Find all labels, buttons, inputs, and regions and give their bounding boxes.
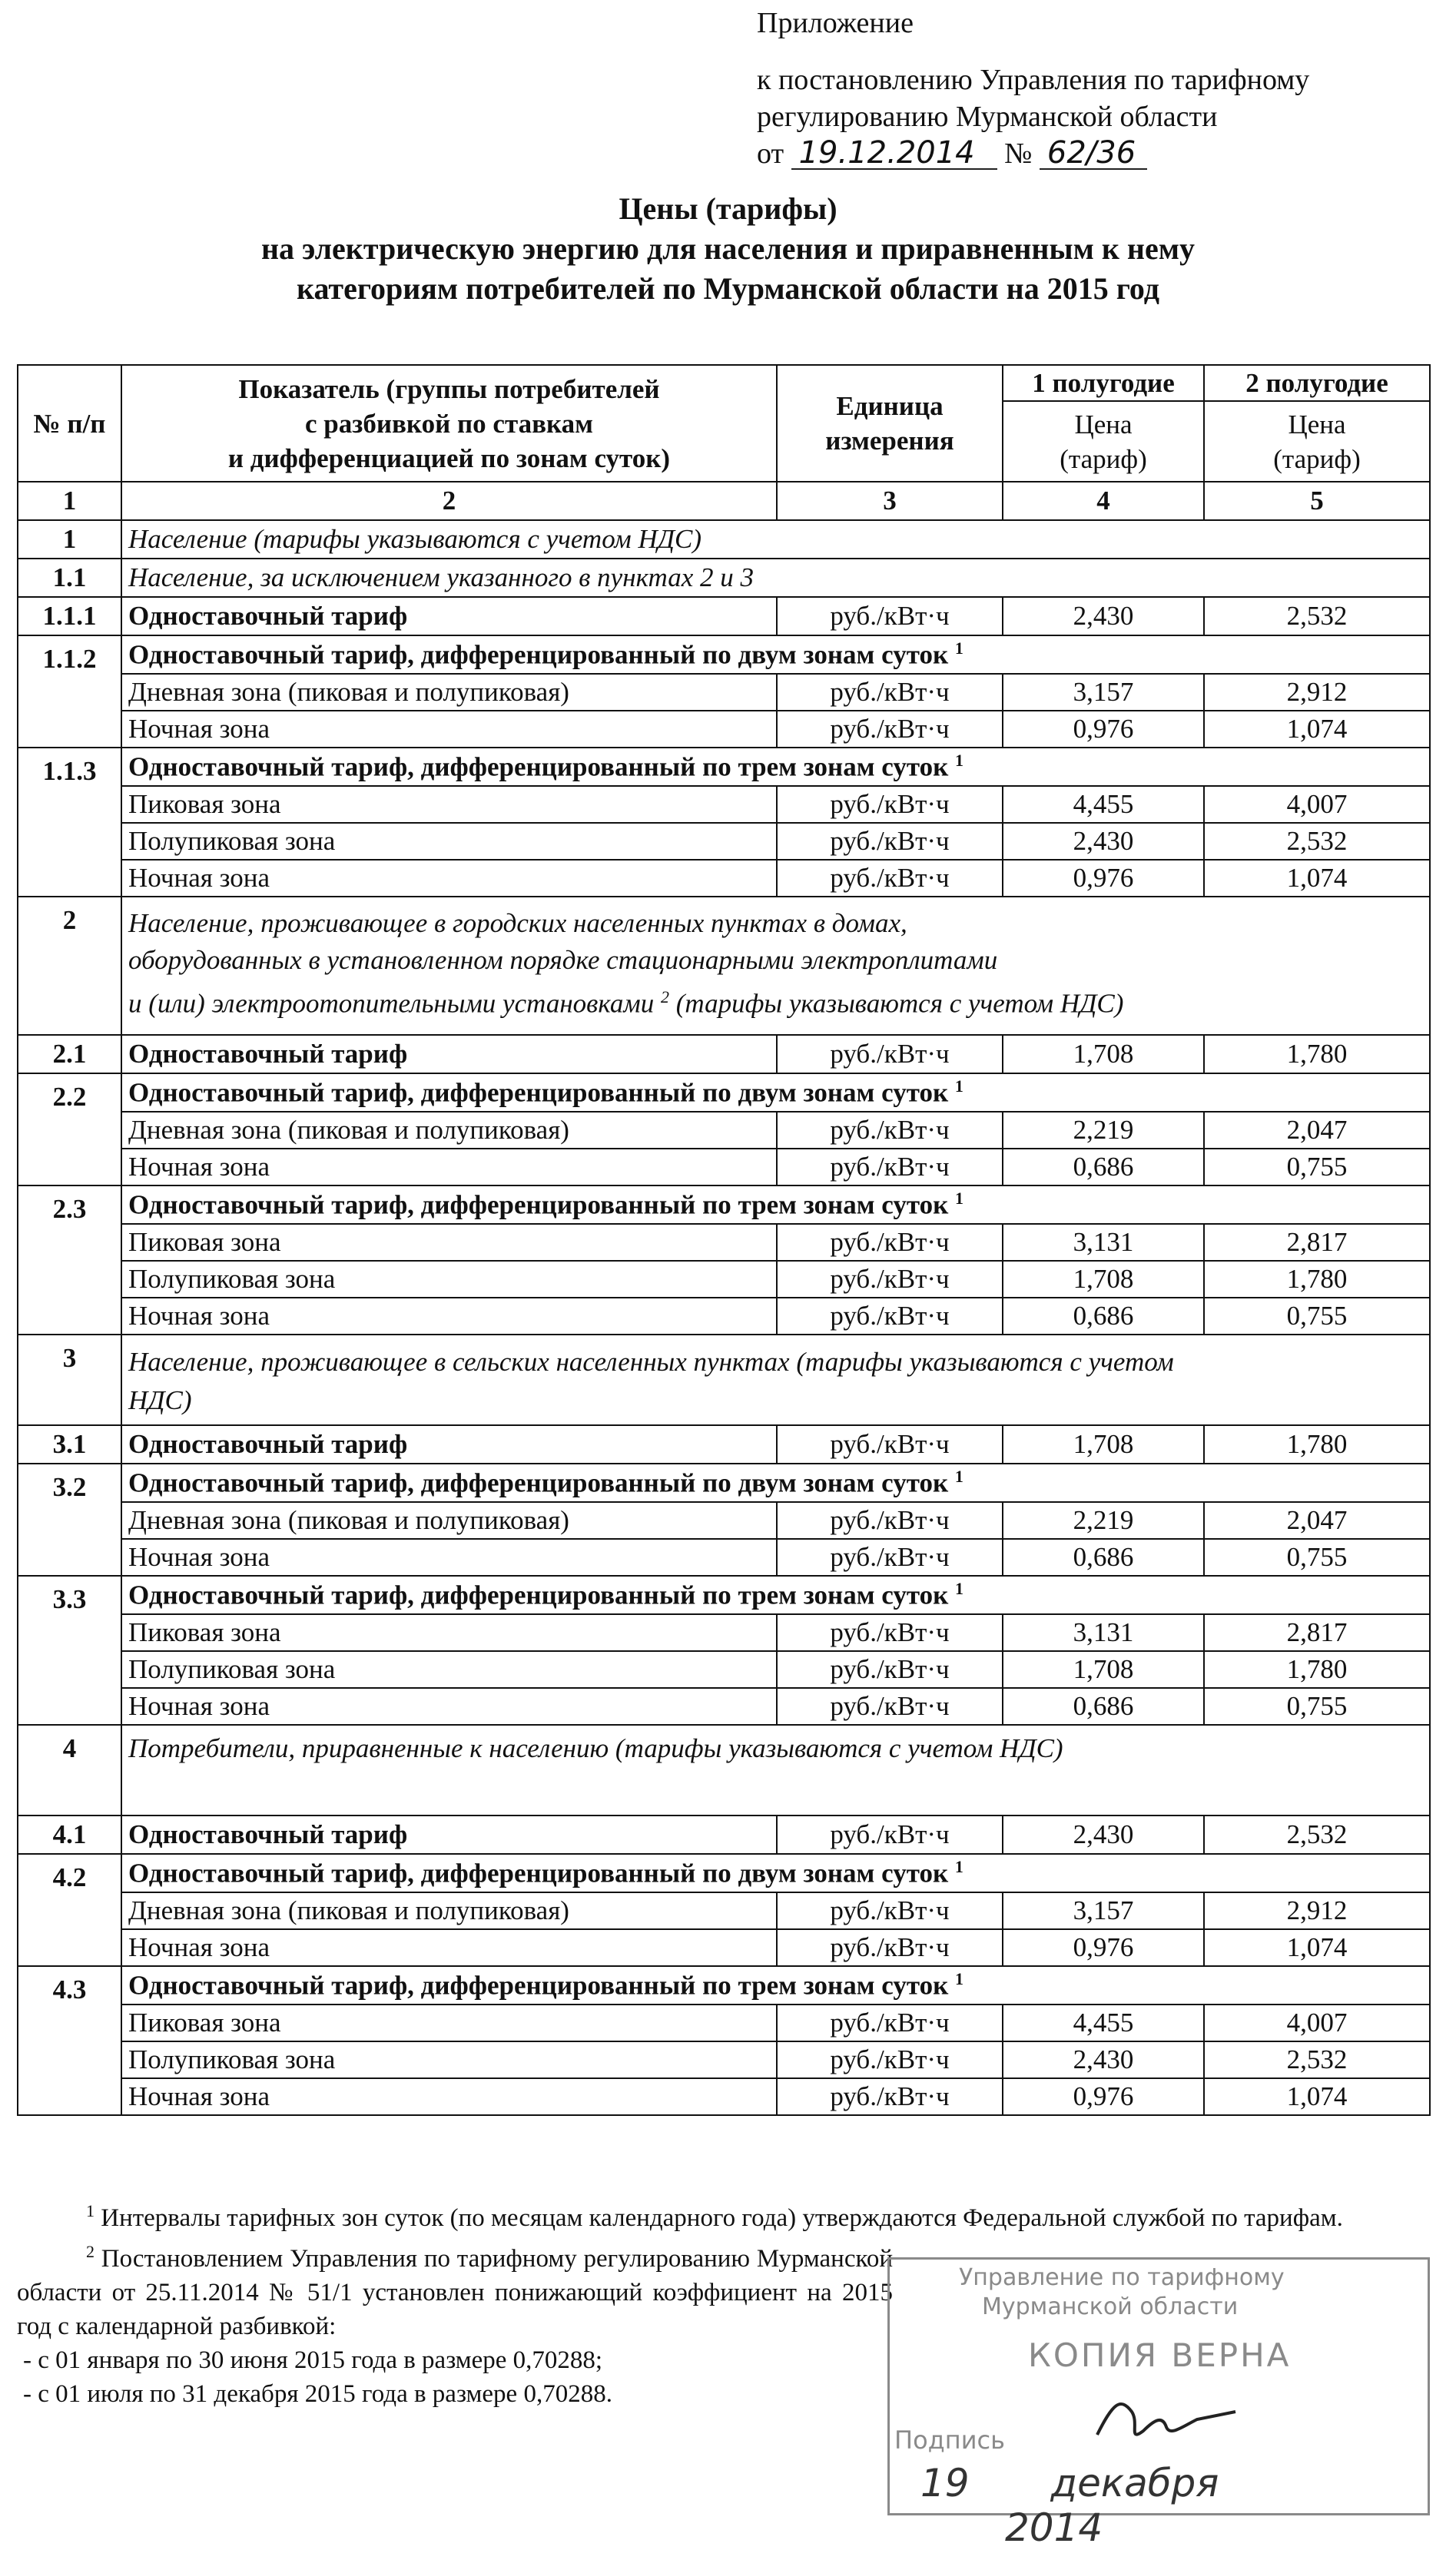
appendix-line-3: регулированию Мурманской области xyxy=(757,101,1218,133)
copy-certified-stamp xyxy=(887,2257,1430,2550)
table-row: Пиковая зона руб./кВт·ч 4,455 4,007 xyxy=(18,2005,1430,2041)
table-row: 2.2 Одноставочный тариф, дифференцированный по двум зонам суток $^1$ xyxy=(18,1073,1430,1112)
table-row: 1.1.1 Одноставочный тариф руб./кВт·ч 2,430 2,532 xyxy=(18,597,1430,635)
tariff-table xyxy=(17,364,1431,2116)
table-row: 4.2 Одноставочный тариф, дифференцированный по двум зонам суток $^1$ xyxy=(18,1854,1430,1892)
appendix-ot: от xyxy=(757,138,784,170)
table-row: Ночная зона руб./кВт·ч 0,976 1,074 xyxy=(18,2078,1430,2115)
header-price-1: Цена (тариф) xyxy=(1003,401,1204,482)
handwritten-date: 19.12.2014 xyxy=(791,138,997,170)
footnote-bullet-1: - с 01 января по 30 июня 2015 года в размере 0,70288; xyxy=(23,2346,603,2374)
appendix-date-line xyxy=(757,135,1433,172)
table-row: 2 Население, проживающее в городских населенных пунктах в домах, оборудованных в установленном порядке стационарными электроплитами и (или) электроотопительными установками $^2$ (тарифы указываются с учетом НДС) xyxy=(18,897,1430,1035)
appendix-header xyxy=(757,5,1433,172)
table-row: 1 Население (тарифы указываются с учетом НДС) xyxy=(18,520,1430,559)
table-row: Ночная зона руб./кВт·ч 0,976 1,074 xyxy=(18,860,1430,897)
table-row: Дневная зона (пиковая и полупиковая) руб./кВт·ч 2,219 2,047 xyxy=(18,1112,1430,1149)
header-half-2: 2 полугодие xyxy=(1204,365,1430,401)
table-header-row xyxy=(18,365,1430,401)
column-numbers-row: 1 2 3 4 5 xyxy=(18,482,1430,520)
table-row: Ночная зона руб./кВт·ч 0,686 0,755 xyxy=(18,1539,1430,1576)
table-row: 1.1.2 Одноставочный тариф, дифференцированный по двум зонам суток $^1$ xyxy=(18,635,1430,674)
header-num: № п/п xyxy=(18,365,121,482)
stamp-line-2: Мурманской области xyxy=(982,2293,1239,2320)
table-row: 3 Население, проживающее в сельских населенных пунктах (тарифы указываются с учетом НДС) xyxy=(18,1335,1430,1425)
stamp-copy-label: КОПИЯ ВЕРНА xyxy=(1028,2336,1292,2374)
table-row: 4.3 Одноставочный тариф, дифференцированный по трем зонам суток $^1$ xyxy=(18,1966,1430,2005)
table-row: Ночная зона руб./кВт·ч 0,976 1,074 xyxy=(18,1929,1430,1966)
appendix-line-2: к постановлению Управления по тарифному xyxy=(757,64,1310,96)
table-row: Пиковая зона руб./кВт·ч 3,131 2,817 xyxy=(18,1224,1430,1261)
table-row: Ночная зона руб./кВт·ч 0,686 0,755 xyxy=(18,1149,1430,1185)
stamp-date: 19 декабря 2014 xyxy=(920,2461,1219,2550)
footnote-2: $^2$ Постановлением Управления по тарифному регулированию Мурманской области от 25.11.2014 № 51/1 установлен понижающий коэффициент на 2015 год с календарной разбивкой: xyxy=(17,2242,893,2340)
table-row: Дневная зона (пиковая и полупиковая) руб./кВт·ч 3,157 2,912 xyxy=(18,674,1430,711)
table-row: 1.1 Население, за исключением указанного в пунктах 2 и 3 xyxy=(18,559,1430,597)
table-row: 4.1 Одноставочный тариф руб./кВт·ч 2,430 2,532 xyxy=(18,1816,1430,1854)
table-row: Полупиковая зона руб./кВт·ч 1,708 1,780 xyxy=(18,1261,1430,1298)
title-line-2: на электрическую энергию для населения и приравненным к нему xyxy=(261,231,1195,266)
table-row: 3.3 Одноставочный тариф, дифференцированный по трем зонам суток $^1$ xyxy=(18,1576,1430,1614)
stamp-line-1: Управление по тарифному xyxy=(959,2264,1285,2291)
title-line-3: категориям потребителей по Мурманской области на 2015 год xyxy=(297,271,1159,306)
table-row: 2.3 Одноставочный тариф, дифференцированный по трем зонам суток $^1$ xyxy=(18,1185,1430,1224)
table-row: Полупиковая зона руб./кВт·ч 2,430 2,532 xyxy=(18,823,1430,860)
handwritten-signature xyxy=(1090,2389,1243,2458)
table-row: Ночная зона руб./кВт·ч 0,686 0,755 xyxy=(18,1298,1430,1335)
table-row: Ночная зона руб./кВт·ч 0,686 0,755 xyxy=(18,1688,1430,1725)
header-unit: Единица измерения xyxy=(777,365,1003,482)
footnote-bullet-2: - с 01 июля по 31 декабря 2015 года в размере 0,70288. xyxy=(23,2380,612,2408)
document-title xyxy=(46,189,1410,309)
table-row: Полупиковая зона руб./кВт·ч 1,708 1,780 xyxy=(18,1651,1430,1688)
table-row: Пиковая зона руб./кВт·ч 4,455 4,007 xyxy=(18,786,1430,823)
handwritten-number: 62/36 xyxy=(1040,138,1147,170)
table-row: Полупиковая зона руб./кВт·ч 2,430 2,532 xyxy=(18,2041,1430,2078)
stamp-signature-label: Подпись xyxy=(894,2426,1005,2455)
appendix-no: № xyxy=(1004,138,1033,170)
header-indicator: Показатель (группы потребителей с разбивкой по ставкам и дифференциацией по зонам суток) xyxy=(121,365,777,482)
table-row: 1.1.3 Одноставочный тариф, дифференцированный по трем зонам суток $^1$ xyxy=(18,748,1430,786)
table-row: Дневная зона (пиковая и полупиковая) руб./кВт·ч 2,219 2,047 xyxy=(18,1502,1430,1539)
table-row: Пиковая зона руб./кВт·ч 3,131 2,817 xyxy=(18,1614,1430,1651)
table-row: Ночная зона руб./кВт·ч 0,976 1,074 xyxy=(18,711,1430,748)
table-row: 3.2 Одноставочный тариф, дифференцированный по двум зонам суток $^1$ xyxy=(18,1464,1430,1502)
table-row: 4 Потребители, приравненные к населению (тарифы указываются с учетом НДС) xyxy=(18,1725,1430,1816)
header-half-1: 1 полугодие xyxy=(1003,365,1204,401)
footnote-1: $^1$ Интервалы тарифных зон суток (по месяцам календарного года) утверждаются Федеральной службой по тарифам. xyxy=(86,2201,1343,2232)
table-row: 3.1 Одноставочный тариф руб./кВт·ч 1,708 1,780 xyxy=(18,1425,1430,1464)
header-price-2: Цена (тариф) xyxy=(1204,401,1430,482)
table-row: 2.1 Одноставочный тариф руб./кВт·ч 1,708 1,780 xyxy=(18,1035,1430,1073)
appendix-label: Приложение xyxy=(757,7,914,39)
table-row: Дневная зона (пиковая и полупиковая) руб./кВт·ч 3,157 2,912 xyxy=(18,1892,1430,1929)
title-line-1: Цены (тарифы) xyxy=(619,191,837,226)
